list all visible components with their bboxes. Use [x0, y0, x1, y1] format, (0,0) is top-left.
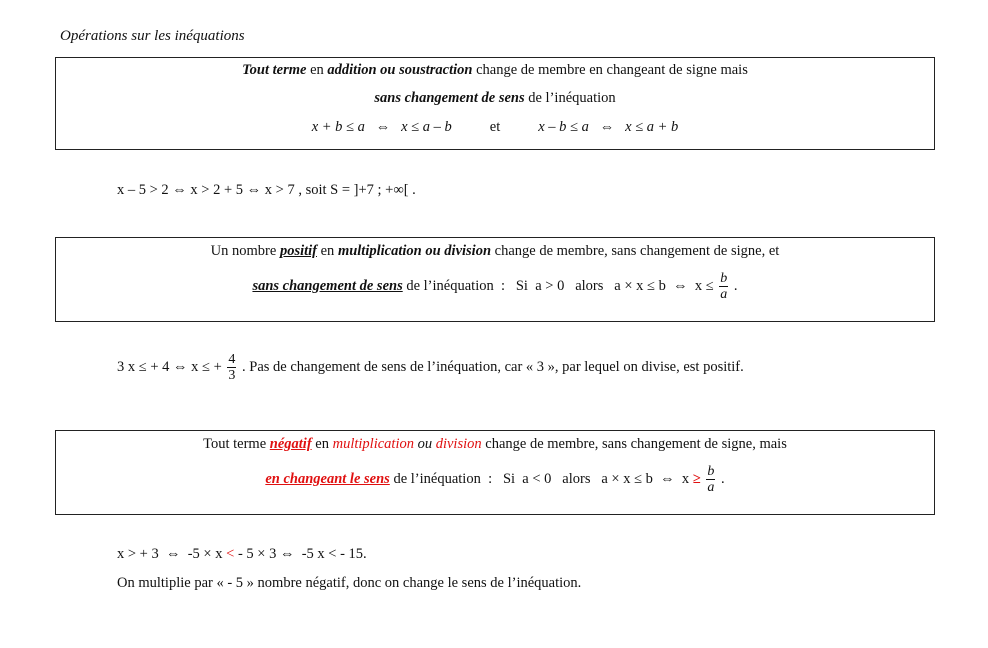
rule-box-negative-line1 [56, 436, 934, 453]
rule-keyword-no-change: sans changement de sens [252, 277, 403, 294]
fraction-numerator: b [720, 271, 728, 286]
fraction-b-over-a [719, 271, 728, 302]
rule-keyword-positive: positif [279, 243, 317, 259]
fraction-4-over-3 [227, 352, 236, 383]
fraction-b-over-a [706, 464, 715, 495]
fraction-numerator: b [707, 464, 715, 479]
rule-text: de l’inéquation [524, 90, 616, 106]
symbol-less-than: < [226, 546, 235, 562]
rule-keyword-negative: négatif [269, 436, 312, 452]
fraction-denominator: a [707, 480, 715, 495]
rule-text: . [717, 470, 725, 487]
rule-keyword-division: division [435, 436, 482, 452]
example-negative-part1: x > + 3 ⇔ -5 × x [117, 546, 227, 562]
rule-box-addition-line1 [56, 62, 934, 79]
example-negative [117, 546, 367, 563]
rule-text: en [306, 62, 328, 78]
rule-text: . [730, 277, 738, 294]
rule-text: en [317, 243, 338, 259]
rule-text: de l’inéquation : Si a > 0 alors a × x ≤ b ⇔ x ≤ [402, 277, 714, 294]
formula-left: x + b ≤ a ⇔ x ≤ a – b [311, 119, 452, 135]
rule-keyword-multiplication: multiplication [332, 436, 414, 452]
rule-text: ou [413, 436, 436, 452]
example-positive-tail: . Pas de changement de sens de l’inéquation, car « 3 », par lequel on divise, est positif. [238, 358, 744, 375]
rule-text: Un nombre [210, 243, 280, 259]
fraction-numerator: 4 [228, 352, 236, 367]
fraction-denominator: 3 [228, 368, 236, 383]
rule-box-addition-formulas [56, 119, 934, 136]
example-positive [117, 352, 744, 383]
rule-text: Tout terme [203, 436, 270, 452]
symbol-greater-equal: ≥ [692, 470, 701, 487]
rule-box-addition [55, 57, 935, 150]
formula-separator: et [489, 119, 501, 135]
rule-text: de l’inéquation : Si a < 0 alors a × x ≤ b ⇔ x [389, 470, 693, 487]
rule-box-positive-line1 [56, 243, 934, 260]
rule-box-negative [55, 430, 935, 515]
rule-text: en [311, 436, 333, 452]
rule-box-positive [55, 237, 935, 322]
formula-right: x – b ≤ a ⇔ x ≤ a + b [538, 119, 679, 135]
rule-keyword-change-direction: en changeant le sens [265, 470, 390, 487]
rule-box-negative-line2 [56, 464, 934, 495]
rule-text: change de membre, sans changement de signe, mais [481, 436, 787, 452]
example-addition: x – 5 > 2 ⇔ x > 2 + 5 ⇔ x > 7 , soit S = ]+7 ; +∞[ . [117, 182, 416, 198]
rule-keyword-operation: multiplication ou division [337, 243, 492, 259]
rule-text: change de membre en changeant de signe mais [472, 62, 748, 78]
rule-keyword-operation: addition ou soustraction [327, 62, 473, 78]
rule-keyword-term: Tout terme [242, 62, 307, 78]
example-negative-explanation: On multiplie par « - 5 » nombre négatif, donc on change le sens de l’inéquation. [117, 575, 582, 591]
rule-box-positive-line2 [56, 271, 934, 302]
rule-keyword-no-change: sans changement de sens [374, 90, 525, 106]
rule-box-addition-line2 [56, 90, 934, 107]
page-title: Opérations sur les inéquations [60, 28, 245, 44]
fraction-denominator: a [720, 287, 728, 302]
rule-text: change de membre, sans changement de signe, et [491, 243, 780, 259]
example-negative-part2: - 5 × 3 ⇔ -5 x < - 15. [234, 546, 367, 562]
example-positive-lead: 3 x ≤ + 4 ⇔ x ≤ + [117, 358, 222, 375]
